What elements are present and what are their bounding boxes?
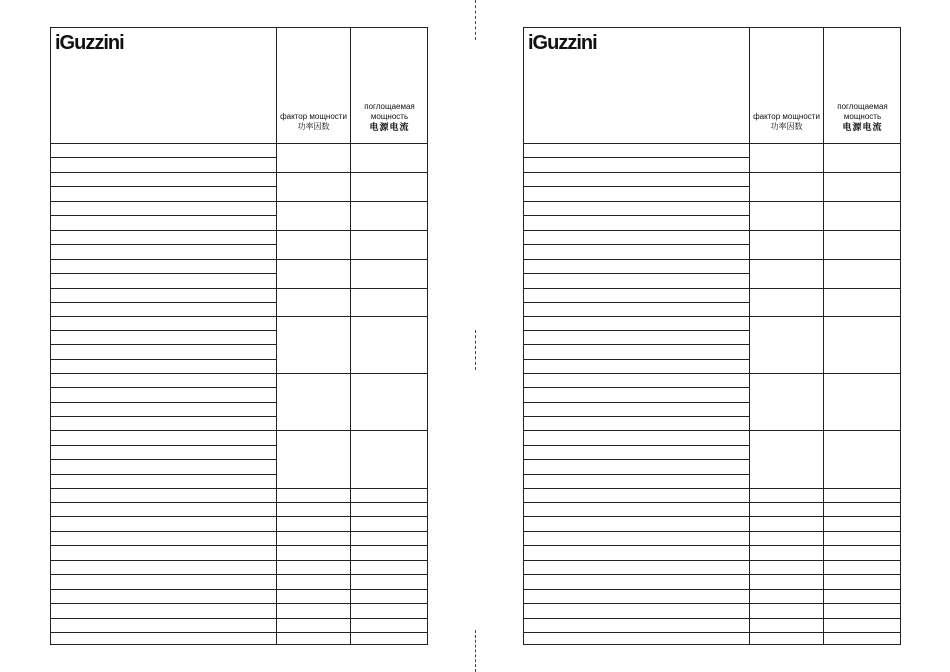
table-subrow-line xyxy=(51,273,276,274)
table-subrow-line xyxy=(51,416,276,417)
table-subrow-line xyxy=(524,215,749,216)
table-row-line xyxy=(51,574,427,575)
power-factor-ru: фактор мощности xyxy=(753,112,820,121)
table-row-line xyxy=(524,259,900,260)
power-factor-header xyxy=(277,112,350,132)
table-row-line xyxy=(51,603,427,604)
page-right xyxy=(523,27,901,645)
power-factor-header xyxy=(750,112,823,132)
absorbed-power-ru-2: мощность xyxy=(370,112,409,121)
table-subrow-line xyxy=(524,459,749,460)
table-row-line xyxy=(524,316,900,317)
table-row-line xyxy=(524,288,900,289)
table-subrow-line xyxy=(51,244,276,245)
table-subrow-line xyxy=(524,474,749,475)
table-row-line xyxy=(51,201,427,202)
table-subrow-line xyxy=(51,445,276,446)
absorbed-power-header xyxy=(351,102,428,132)
table-subrow-line xyxy=(524,157,749,158)
table-row-line xyxy=(524,560,900,561)
table-subrow-line xyxy=(524,186,749,187)
power-factor-ru: фактор мощности xyxy=(280,112,347,121)
table-subrow-line xyxy=(524,402,749,403)
table-subrow-line xyxy=(51,344,276,345)
table-row-line xyxy=(51,143,427,144)
table-subrow-line xyxy=(51,474,276,475)
table-row-line xyxy=(524,488,900,489)
table-row-line xyxy=(51,589,427,590)
table-row-line xyxy=(51,502,427,503)
table-row-line xyxy=(51,632,427,633)
table-row-line xyxy=(51,230,427,231)
brand-logo: iGuzzini xyxy=(528,32,597,54)
table-subrow-line xyxy=(524,302,749,303)
table-row-line xyxy=(524,230,900,231)
absorbed-power-header xyxy=(824,102,901,132)
table-row-line xyxy=(524,545,900,546)
absorbed-power-cn: 电源电流 xyxy=(369,122,410,132)
table-row-line xyxy=(524,373,900,374)
table-row-line xyxy=(524,618,900,619)
fold-mark-middle xyxy=(475,330,476,370)
table-subrow-line xyxy=(51,330,276,331)
absorbed-power-cn: 电源电流 xyxy=(842,122,883,132)
table-subrow-line xyxy=(51,359,276,360)
brand-logo: iGuzzini xyxy=(55,32,124,54)
table-row-line xyxy=(524,632,900,633)
table-subrow-line xyxy=(51,302,276,303)
absorbed-power-ru-2: мощность xyxy=(843,112,882,121)
table-row-line xyxy=(51,288,427,289)
absorbed-power-ru-1: поглощаемая xyxy=(364,102,415,111)
table-row-line xyxy=(51,618,427,619)
table-subrow-line xyxy=(51,402,276,403)
absorbed-power-ru-1: поглощаемая xyxy=(837,102,888,111)
table-row-line xyxy=(524,516,900,517)
table-subrow-line xyxy=(524,387,749,388)
table-row-line xyxy=(51,430,427,431)
table-subrow-line xyxy=(524,359,749,360)
table-row-line xyxy=(51,545,427,546)
table-subrow-line xyxy=(524,330,749,331)
table-row-line xyxy=(524,574,900,575)
table-subrow-line xyxy=(51,215,276,216)
power-factor-cn: 功率因数 xyxy=(770,122,803,131)
table-subrow-line xyxy=(51,186,276,187)
table-row-line xyxy=(524,201,900,202)
fold-mark-top xyxy=(475,0,476,40)
table-subrow-line xyxy=(51,459,276,460)
table-row-line xyxy=(51,316,427,317)
table-row-line xyxy=(51,259,427,260)
table-row-line xyxy=(51,172,427,173)
table-row-line xyxy=(51,531,427,532)
table-subrow-line xyxy=(524,273,749,274)
power-factor-cn: 功率因数 xyxy=(297,122,330,131)
table-row-line xyxy=(51,516,427,517)
table-row-line xyxy=(524,531,900,532)
table-row-line xyxy=(524,603,900,604)
table-row-line xyxy=(51,560,427,561)
table-row-line xyxy=(524,502,900,503)
table-subrow-line xyxy=(51,157,276,158)
table-subrow-line xyxy=(524,445,749,446)
table-row-line xyxy=(51,373,427,374)
table-row-line xyxy=(524,143,900,144)
table-subrow-line xyxy=(524,416,749,417)
table-subrow-line xyxy=(51,387,276,388)
table-row-line xyxy=(524,430,900,431)
table-row-line xyxy=(51,488,427,489)
table-subrow-line xyxy=(524,244,749,245)
table-subrow-line xyxy=(524,344,749,345)
table-row-line xyxy=(524,589,900,590)
table-row-line xyxy=(524,172,900,173)
fold-mark-bottom xyxy=(475,630,476,672)
page-left xyxy=(50,27,428,645)
